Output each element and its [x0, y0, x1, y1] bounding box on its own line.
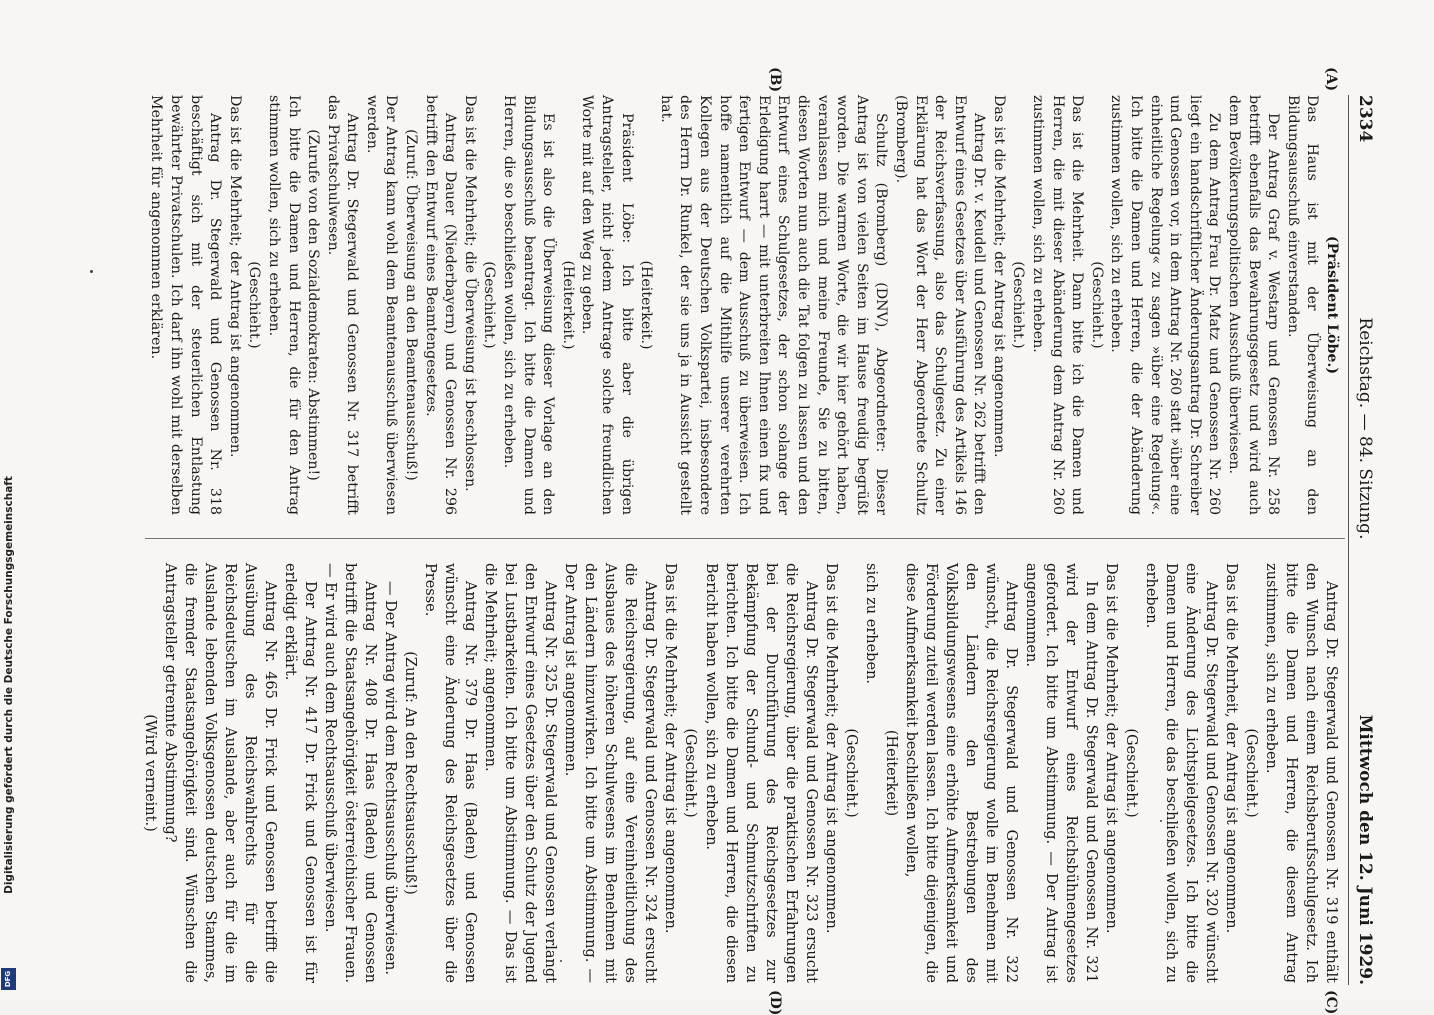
stage-direction: (Geschieht.)	[1088, 261, 1105, 349]
paragraph: Das ist die Mehrheit, der Antrag ist angenommen.	[1222, 563, 1239, 934]
stage-direction: (Geschieht.)	[1122, 728, 1139, 818]
paragraph: Antrag Dauer (Niederbayern) und Genossen Nr. 296 betrifft den Entwurf eines Beamtengesetzes.	[422, 95, 459, 515]
paragraph: In dem Antrag Dr. Stegerwald und Genossen Nr. 321 wird der Entwurf eines Reichsbühnengesetzes gefordert. Ich bitte um Abstimmung. — Der Antrag ist angenommen.	[1022, 563, 1099, 983]
paragraph: sich zu erheben.	[862, 563, 879, 684]
paragraph: Antrag Nr. 379 Dr. Haas (Baden) und Genossen wünscht eine Änderung des Reichsgesetzes über die Presse.	[422, 563, 479, 983]
paragraph: Ich bitte die Damen und Herren, die für den Antrag stimmen wollen, sich zu erheben.	[265, 95, 302, 515]
paragraph: Antrag Dr. Stegerwald und Genossen Nr. 320 wünscht eine Änderung des Lichtspielgesetzes. Ich bitte die Damen und Herren, die das beschließen wollen, sich zu erheben.	[1142, 563, 1219, 983]
page-number: 2334	[1355, 95, 1375, 143]
margin-mark-c: (C)	[1323, 990, 1339, 1015]
rotated-document-page	[115, 67, 1375, 1015]
stage-direction: (Heiterkeit)	[882, 729, 899, 817]
dfg-logo: DFG	[1, 968, 16, 990]
paragraph: Es ist also die Überweisung dieser Vorlage an den Bildungsausschuß beantragt. Ich bitte die Damen und Herren, die so beschließen wollen, sich zu erheben.	[501, 95, 557, 515]
paragraph: Antrag Dr. Stegerwald und Genossen Nr. 324 ersucht die Reichsregierung, auf eine Vereinheitlichung des Ausbaues des höheren Schulwesens im Benehmen mit den Ländern hinzuwirken. Ich bitte um Abstimmung. — Der Antrag ist angenommen.	[562, 563, 659, 983]
paragraph: Das Haus ist mit der Überweisung an den Bildungsausschuß einverstanden.	[1284, 95, 1321, 515]
paragraph: Der Antrag Graf v. Westarp und Genossen Nr. 258 betrifft ebenfalls das Bewahrungsgesetz und wird auch dem Bevölkerungspolitischen Ausschuß überwiesen.	[1226, 95, 1282, 515]
digitization-credit	[2, 380, 16, 990]
paragraph: Das ist die Mehrheit; der Antrag ist angenommen.	[990, 95, 1007, 458]
paragraph: Antrag Dr. Stegerwald und Genossen Nr. 318 beschäftigt sich mit der steuerlichen Entlastung bewährter Privatschulen. Ich darf ihn wohl mit derselben Mehrheit für angenommen erklären.	[148, 95, 224, 515]
stage-direction: (Zuruf: An den Rechtsausschuß!)	[402, 651, 419, 895]
paragraph: Zu dem Antrag Frau Dr. Matz und Genossen Nr. 260 liegt ein handschriftlicher Änderungsantrag Dr. Schreiber und Genossen vor, in dem Antrag Nr. 260 statt »über eine einheitliche Regelung« zu sagen »über eine Regelung«. Ich bitte die Damen und Herren, die der Abänderung zustimmen wollen, sich zu erheben.	[1108, 95, 1223, 515]
paragraph: Das ist die Mehrheit; die Überweisung ist beschlossen.	[461, 95, 478, 492]
paragraph: Antrag Nr. 325 Dr. Stegerwald und Genossen verlangt den Entwurf eines Gesetzes über den Schutz der Jugend bei Lustbarkeiten. Ich bitte um Abstimmung. — Das ist die Mehrheit; angenommen.	[482, 563, 559, 983]
paragraph: Das ist die Mehrheit; der Antrag ist angenommen.	[662, 563, 679, 934]
stage-direction: (Zuruf: Überweisung an den Beamtenausschuß!)	[403, 129, 420, 481]
paragraph: Schultz (Bromberg) (DNV), Abgeordneter: Dieser Antrag ist von vielen Seiten im Hause freudig begrüßt worden. Die warmen Worte, die wir hier gehört haben, veranlassen mich und meine Freunde, Sie zu bitten, diesen Worten nun auch die Tat folgen zu lassen und den Entwurf eines Schulgesetzes, der schon solange der Erledigung harrt — mit unterbreiten Ihnen einen fix und fertigen Entwurf — dem Ausschuß zu überweisen. Ich hoffe namentlich auf die Mithilfe unserer verehrten Kollegen aus der Deutschen Volkspartei, insbesondere des Herrn Dr. Runkel, der sie uns ja in Aussicht gestellt hat.	[657, 95, 890, 515]
stage-direction: (Heiterkeit.)	[638, 260, 655, 350]
column-divider	[145, 538, 1345, 539]
paragraph: Das ist die Mehrheit; der Antrag ist angenommen.	[226, 95, 243, 458]
session-date: Mittwoch den 12. Juni 1929.	[1355, 714, 1375, 985]
paragraph: Das ist die Mehrheit. Dann bitte ich die Damen und Herren, die mit dieser Abänderung dem Antrag Nr. 260 zustimmen wollen, sich zu erheben.	[1030, 95, 1086, 515]
stage-direction: (Wird verneint.)	[142, 714, 159, 832]
credit-text: Digitalisierung gefördert durch die Deutsche Forschungsgemeinschaft	[3, 476, 16, 894]
page-header	[1348, 95, 1375, 985]
margin-mark-a: (A)	[1323, 67, 1339, 92]
paragraph: Der Antrag Nr. 417 Dr. Frick und Genossen ist für erledigt erklärt.	[282, 563, 319, 983]
paragraph: — Der Antrag wird dem Rechtsausschuß überwiesen.	[382, 581, 399, 975]
stage-direction: (Geschieht.)	[842, 728, 859, 818]
left-column	[146, 95, 1341, 515]
paragraph: Antrag Nr. 465 Dr. Frick und Genossen betrifft die Ausübung des Reichswahlrechts für die Reichsdeutschen im Auslande, aber auch für die im Auslande lebenden Volksgenossen deutschen Stammes, die fremder Staatsangehörigkeit sind. Wünschen die Antragsteller getrennte Abstimmung?	[162, 563, 279, 983]
stage-direction: (Geschieht.)	[1242, 728, 1259, 818]
scan-speck	[90, 270, 93, 273]
stage-direction: (Geschieht.)	[481, 261, 498, 349]
paragraph: Antrag Dr. Stegerwald und Genossen Nr. 322 wünscht, die Reichsregierung wolle im Benehmen mit den Ländern den Bestrebungen des Volksbildungswesens eine erhöhte Aufmerksamkeit und Förderung zuteil werden lassen. Ich bitte diejenigen, die diese Aufmerksamkeit beschließen wollen,	[902, 563, 1019, 983]
paragraph: Antrag Dr. Stegerwald und Genossen Nr. 319 enthält den Wunsch nach einem Reichsberufsschulgesetz. Ich bitte die Damen und Herren, die diesem Antrag zustimmen, sich zu erheben.	[1262, 563, 1339, 983]
session-title: Reichstag. — 84. Sitzung.	[1355, 317, 1375, 540]
margin-mark-b: (B)	[767, 67, 783, 93]
stage-direction: (Geschieht.)	[682, 728, 699, 818]
paragraph: Das ist die Mehrheit; der Antrag ist angenommen.	[1102, 563, 1119, 934]
paragraph: Antrag Dr. Stegerwald und Genossen Nr. 317 betrifft das Privatschulwesen.	[324, 95, 361, 515]
paragraph: Antrag Dr. Stegerwald und Genossen Nr. 323 ersucht die Reichsregierung, über die praktischen Erfahrungen bei der Durchführung des Reichsgesetzes zur Bekämpfung der Schund- und Schmutzschriften zu berichten. Ich bitte die Damen und Herren, die diesen Bericht haben wollen, sich zu erheben.	[702, 563, 819, 983]
stage-direction: (Zurufe von den Sozialdemokraten: Abstimmen!)	[305, 129, 322, 481]
stage-direction: (Heiterkeit.)	[559, 260, 576, 350]
stage-direction: (Geschieht.)	[1010, 261, 1027, 349]
stage-direction: (Geschieht.)	[246, 261, 263, 349]
paragraph: Antrag Nr. 408 Dr. Haas (Baden) und Genossen betrifft die Staatsangehörigkeit österreichischer Frauen. — Er wird auch dem Rechtsausschuß überwiesen.	[322, 563, 379, 983]
margin-mark-d: (D)	[767, 990, 783, 1015]
paragraph: Antrag Dr. v. Keudell und Genossen Nr. 262 betrifft den Entwurf eines Gesetzes über Ausführung des Artikels 146 der Reichsverfassung, also das Schulgesetz. Zu einer Erklärung hat das Wort der Herr Abgeordnete Schultz (Bromberg).	[892, 95, 988, 515]
paragraph: Präsident Löbe: Ich bitte aber die übrigen Antragsteller, nicht jedem Antrage solche freundlichen Worte mit auf den Weg zu geben.	[579, 95, 635, 515]
paragraph: Das ist die Mehrheit; der Antrag ist angenommen.	[822, 563, 839, 934]
scan-speck	[1160, 820, 1162, 822]
right-column	[140, 563, 1341, 983]
speaker-heading: (Präsident Löbe.)	[1324, 235, 1340, 375]
paragraph: Der Antrag kann wohl dem Beamtenausschuß überwiesen werden.	[363, 95, 400, 515]
scan-speck	[560, 960, 562, 962]
